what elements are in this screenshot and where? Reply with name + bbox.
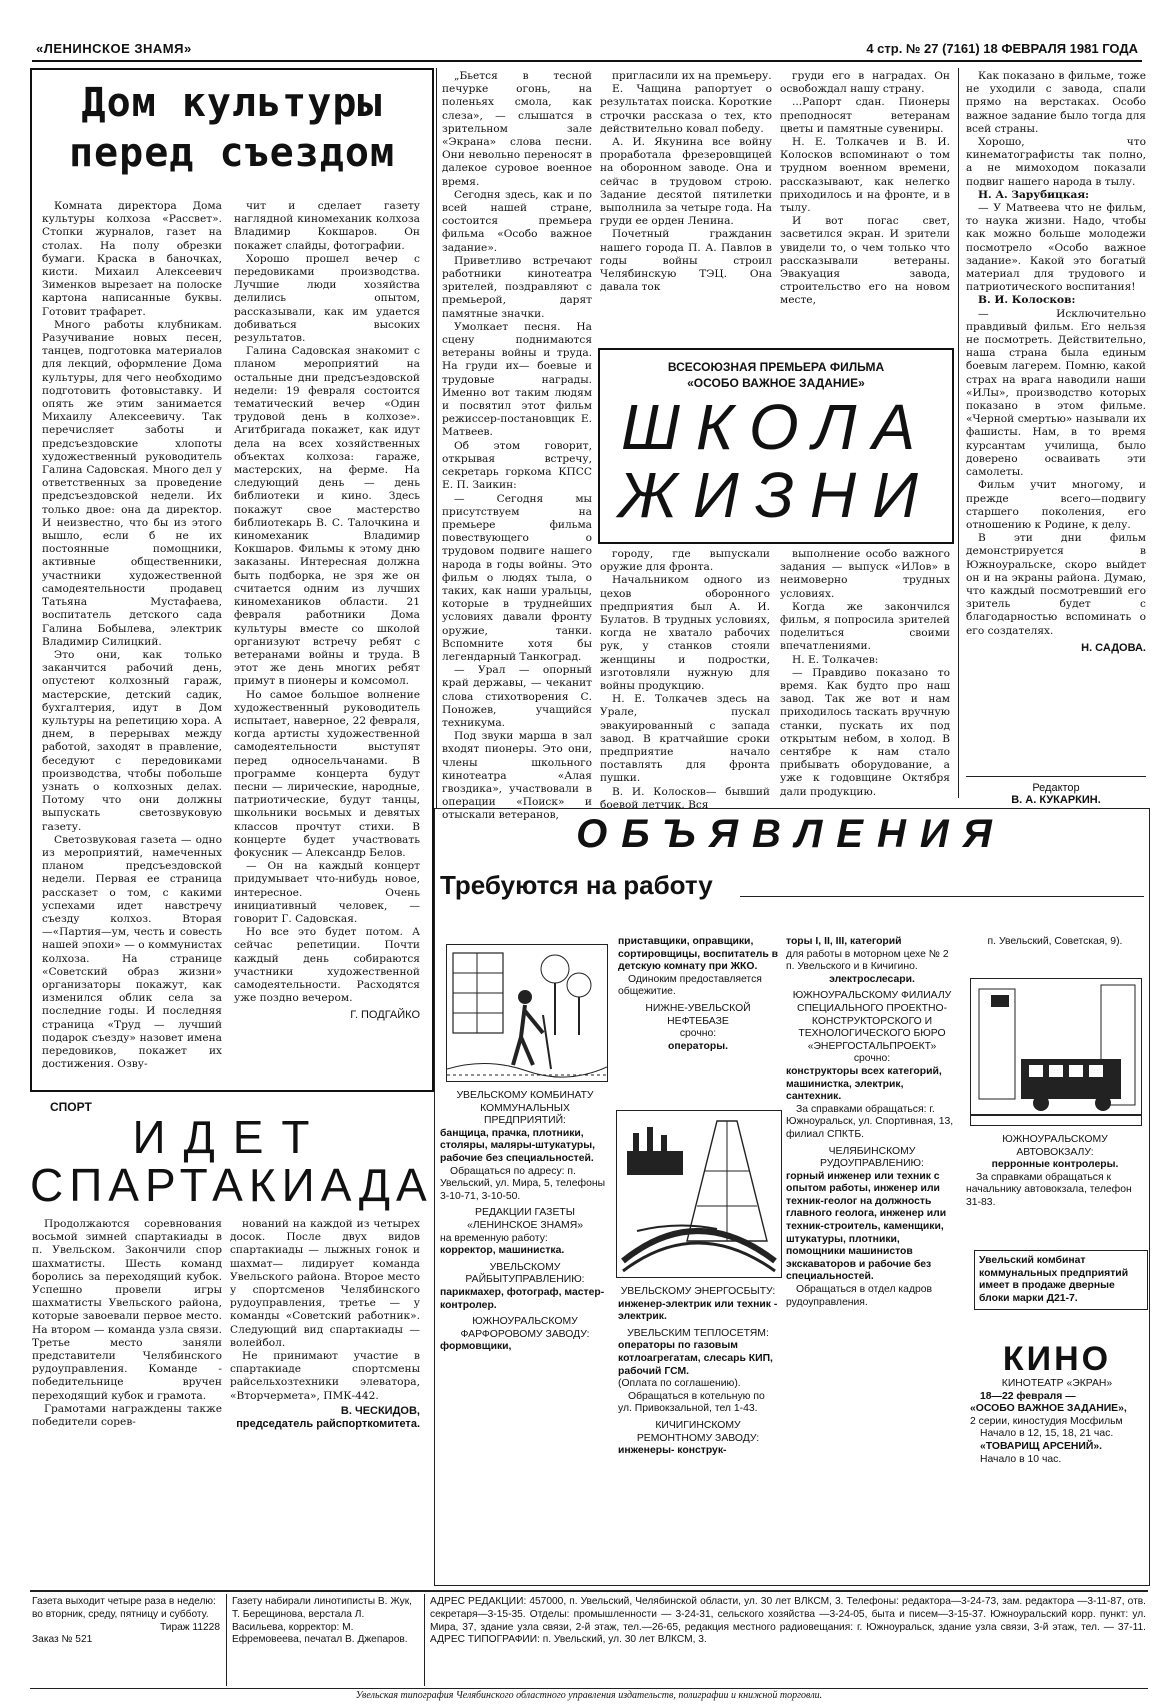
premiere-column-4	[966, 70, 1146, 655]
footer-printer: Увельская типография Челябинского областного управления издательств, полиграфии и книжной торговли.	[355, 1690, 823, 1701]
ads-column-3	[786, 936, 958, 1309]
paragraph: пригласили их на премьеру.	[612, 70, 772, 82]
paragraph: Сегодня здесь, как и по всей нашей стране, состоится премьера фильма «Особо важное задание».	[442, 188, 592, 254]
paragraph: — Правдиво показано то время. Как будто про наш завод. Так же вот и нам приходилось таскать вручную станки, пускать их под открытым небом, в холод. В сентябре к нам стало прибывать оборудование, а уже к годовщине Октября дали продукцию.	[780, 666, 950, 798]
cinema-title: КИНО	[1002, 1340, 1112, 1378]
paragraph: Е. Чащина рапортует о результатах поиска. Короткие строчки рассказа о тех, кто действительно ковал победу.	[600, 83, 772, 135]
footer-typesetters: Газету набирали линотиписты В. Жук, Т. Берещинова, верстала Л. Васильева, корректор: М. Ефремовеева, печатал В. Джепаров.	[232, 1596, 413, 1646]
ad-vacancies: формовщики,	[440, 1341, 512, 1353]
column-rule	[436, 68, 437, 808]
paragraph: Галина Садовская знакомит с планом мероприятий на остальные дни предсъездовской недели: 19 февраля состоится тематический вечер «Один трудовой день в колхозе». Агитбригада покажет, как идут дела на всех хозяйственных объектах колхоза: гараже, мастерских, на ферме. На следующий день — день библиотеки и кино. Здесь покажут свое мастерство библиотекарь В. С. Талочкина и киномеханик Владимир Кокшаров. Фильмы к этому дню заказаны. Интересная должна быть подборка, не зря же он считается одним из лучших киномехаников области. 21 февраля работники Дома культуры вместе со школой организуют встречу ребят с ветеранами войны и труда. В этот же день многих ребят примут в пионеры и комсомол.	[234, 345, 420, 688]
ad-employer: ЮЖНОУРАЛЬСКОМУ ФИЛИАЛУ СПЕЦИАЛЬНОГО ПРОЕКТНО-КОНСТРУКТОРСКОГО И ТЕХНОЛОГИЧЕСКОГО БЮРО «ЭНЕРГОСТАЛЬПРОЕКТ»	[792, 990, 952, 1052]
illustration-worker	[446, 944, 608, 1082]
ad-note: срочно:	[853, 1053, 891, 1065]
speaker-name: Н. А. Зарубицкая:	[978, 188, 1090, 201]
paragraph: Умолкает песня. На сцену поднимаются ветераны войны и труда. На груди их— боевые и трудовые награды. Именно вот таким людям и посвятил этот фильм режиссер-постановщик Е. Матвеев.	[442, 320, 592, 439]
article-culture-house	[30, 68, 434, 1092]
ad-vacancies: операторы.	[668, 1040, 728, 1052]
sport-author-role: председатель райспорткомитета.	[236, 1418, 420, 1431]
paragraph: Много работы клубникам. Разучивание новых песен, танцев, подготовка материалов для лекций, оформление Дома культуры, для чего необходимо подготовить фотовыставку. И опять же этим занимается Михаилу Алексеевичу. Так перечисляет заботы и предсъездовские хлопоты художественный руководитель Галина Садовская. Много дел у ответственных за проведение предсъездовской недели. Их только двое: она да директор. И неизвестно, что бы из этого вышло, если б не их постоянные помощники, активные общественники, участники художественной самодеятельности продавец Татьяна Мустафаева, воспитатель детского сада Галина Бобылева, электрик Владимир Силицкий.	[42, 318, 222, 648]
article-column-1	[42, 200, 222, 1071]
ad-note: (Оплата по соглашению).	[618, 1378, 741, 1390]
paragraph: Приветливо встречают работники кинотеатра зрителей, поздравляют с премьерой, дарят памятные значки.	[442, 254, 592, 320]
paragraph: — Урал — опорный край державы, — чеканит слова стихотворения С. Поножев, учащийся техникума.	[442, 664, 592, 729]
footer-tirazh: Тираж 11228	[159, 1621, 220, 1633]
ads-column-4	[966, 936, 1144, 949]
cinema-block	[970, 1340, 1144, 1466]
paragraph: Н. Е. Толкачев и В. И. Колосков вспоминают о том трудном военном времени, рассказывают, как нелегко приходилось и на фронте, и в тылу.	[780, 136, 950, 215]
ad-vacancies: конструкторы всех категорий, машинистка, электрик, сантехник.	[786, 1065, 942, 1103]
editor-name: В. А. КУКАРКИН.	[1011, 794, 1101, 806]
cinema-theatre: КИНОТЕАТР «ЭКРАН»	[1001, 1378, 1113, 1389]
paragraph: Фильм учит многому, и прежде всего—подвигу старшего поколения, его отношению к Родине, к делу.	[966, 479, 1146, 531]
premiere-kicker: ВСЕСОЮЗНАЯ ПРЕМЬЕРА ФИЛЬМА	[667, 360, 885, 374]
worker-drawing-icon	[447, 945, 607, 1081]
paragraph: И вот погас свет, засветился экран. И зрители увидели то, о чем только что рассказывали ветераны. Эвакуация завода, строительство его на новом месте,	[780, 215, 950, 307]
sport-rubric: СПОРТ	[50, 1100, 92, 1114]
premiere-film-name: «ОСОБО ВАЖНОЕ ЗАДАНИЕ»	[687, 376, 865, 390]
footer-address: АДРЕС РЕДАКЦИИ: 457000, п. Увельский, Челябинской области, ул. 30 лет ВЛКСМ, 3. Телефоны: редактора—3-24-73, зам. редактора —3-11-87, отв. секретаря—3-15-35. Отделы: промышленности — 3-24-31, сельского хозяйства —3-24-05, быта и писем—3-15-37. Южноуральский корр. пункт: ул. Мира, 37, здание узла связи, 2-й этаж, тел.—26-65, редакция местного радиовещания: г. Южноуральск, здание узла связи, 3-й этаж, тел. — 37-11. АДРЕС ТИПОГРАФИИ: п. Увельский, ул. 30 лет ВЛКСМ, 3.	[430, 1596, 1146, 1646]
ad-note: срочно:	[679, 1028, 717, 1040]
paragraph: груди его в наградах. Он освобождал нашу страну.	[780, 70, 950, 96]
footer-schedule: Газета выходит четыре раза в неделю: во вторник, среду, пятницу и субботу.	[32, 1596, 216, 1620]
paragraph: городу, где выпускали оружие для фронта.	[600, 548, 770, 574]
premiere-headline-box	[598, 348, 954, 544]
ad-employer: УВЕЛЬСКОМУ ЭНЕРГОСБЫТУ:	[620, 1286, 776, 1297]
sport-column-2	[230, 1218, 420, 1431]
footer-rule	[30, 1590, 1148, 1592]
paragraph: Продолжаются соревнования восьмой зимней спартакиады в п. Увельском. Закончили спор шахматисты. Шесть команд боролись за переходящий кубок. Успешно провели игры шахматисты Увельского района, которые завоевали первое место. На втором — команда узла связи. Третье место заняли представители Челябинского рудоуправления. Команде - победительнице вручен переходящий кубок и грамота.	[32, 1218, 222, 1402]
premiere-column-2	[600, 70, 772, 340]
illustration-factory	[616, 1110, 782, 1278]
ad-employer: ЧЕЛЯБИНСКОМУ РУДОУПРАВЛЕНИЮ:	[820, 1145, 924, 1170]
bus-drawing-icon	[971, 979, 1141, 1125]
premiere-continuation-2	[780, 548, 950, 799]
paragraph: — Он на каждый концерт придумывает что-нибудь новое, интересное. Очень инициативный человек, — говорит Г. Садовская.	[234, 860, 420, 925]
paragraph: Н. Е. Толкачев:	[792, 653, 879, 666]
paragraph: Но все это будет потом. А сейчас репетиции. Почти каждый день собираются участники художественной самодеятельности. Расходятся уже поздно вечером.	[234, 926, 420, 1005]
ad-contact: п. Увельский, Советская, 9).	[987, 936, 1123, 947]
paragraph: Под звуки марша в зал входят пионеры. Это они, члены школьного кинотеатра «Алая гвоздика», участвовали в операции «Поиск» и отыскали ветеранов,	[442, 730, 592, 822]
article-author: Г. ПОДГАЙКО	[350, 1009, 420, 1022]
ads-column-2b	[618, 1282, 778, 1458]
ad-employer: УВЕЛЬСКИМ ТЕПЛОСЕТЯМ:	[627, 1327, 769, 1339]
premiere-column-1	[442, 70, 592, 823]
ad-vacancies: электрослесари.	[829, 973, 915, 985]
sport-column-1	[32, 1218, 222, 1429]
ad-note: на временную работу:	[440, 1232, 548, 1244]
column-rule	[424, 1594, 425, 1686]
issue-line: 4 стр. № 27 (7161) 18 ФЕВРАЛЯ 1981 ГОДА	[866, 41, 1138, 56]
premiere-author: Н. САДОВА.	[1081, 641, 1146, 654]
column-rule	[958, 68, 959, 798]
footer-order: Заказ № 521	[32, 1634, 93, 1646]
ad-note: Одиноким предоставляется общежитие.	[618, 973, 762, 998]
ad-contact: За справками обращаться к начальнику автовокзала, телефон 31-83.	[966, 1171, 1132, 1208]
paragraph: Не принимают участие в спартакиаде спортсмены райсельхозтехники элеватора, «Вторчермета», ПМК-442.	[230, 1350, 420, 1402]
ads-column-4b	[966, 1130, 1144, 1210]
ad-employer: УВЕЛЬСКОМУ КОМБИНАТУ КОММУНАЛЬНЫХ ПРЕДПРИЯТИЙ:	[456, 1090, 594, 1127]
ad-vacancies: торы I, II, III, категорий	[786, 936, 902, 947]
sport-title-line1: ИДЕТ	[132, 1111, 328, 1163]
ad-vacancies: операторы по газовым котлоагрегатам, слесарь КИП, рабочий ГСМ.	[618, 1340, 773, 1377]
article-column-2	[234, 200, 420, 1023]
headline-life: ЖИЗНИ	[618, 459, 934, 531]
column-rule	[226, 1594, 227, 1686]
ad-contact: За справками обращаться: г. Южноуральск, ул. Спортивная, 13, филиал СПКТБ.	[786, 1103, 954, 1140]
ad-employer: НИЖНЕ-УВЕЛЬСКОЙ НЕФТЕБАЗЕ	[645, 1002, 751, 1027]
ad-vacancies: парикмахер, фотограф, мастер-контролер.	[440, 1286, 605, 1311]
paragraph: Хорошо, что кинематографисты так полно, а не мимоходом показали подвиг нашего народа в тылу.	[966, 136, 1146, 188]
paragraph: Хорошо прошел вечер с передовиками производства. Лучшие люди хозяйства делились опытом, рассказывали, как им удается добиваться высоких результатов.	[234, 252, 420, 345]
paragraph: ...Рапорт сдан. Пионеры преподносят ветеранам цветы и памятные сувениры.	[780, 96, 950, 135]
ad-contact: Обращаться по адресу: п. Увельский, ул. Мира, 5, телефоны 3-10-71, 3-10-50.	[440, 1165, 606, 1202]
ad-vacancies: корректор, машинистка.	[440, 1245, 565, 1257]
ad-employer: КИЧИГИНСКОМУ РЕМОНТНОМУ ЗАВОДУ:	[636, 1419, 760, 1444]
cinema-times: Начало в 10 час.	[980, 1453, 1062, 1465]
paragraph: В. И. Колосков— бывший боевой летчик. Вся	[600, 785, 770, 811]
paragraph: Но самое большое волнение художественный руководитель испытает, наверное, 22 февраля, когда артисты художественной самодеятельности выступят перед односельчанами. В программе концерта будут песни — лирические, народные, патриотические, будут танцы, школьники восьмых и девятых классов прочтут стихи. В концерте будет участвовать фокусник — Александр Белов.	[234, 688, 420, 859]
paragraph: Когда же закончился фильм, я попросила зрителей поделиться своими впечатлениями.	[780, 600, 950, 653]
paragraph: „Бьется в тесной печурке огонь, на поленьях смола, как слеза», — слышатся в зрительном зале «Экрана» слова песни. Они невольно переносят в далекое суровое военное время.	[442, 70, 592, 188]
headline-school: ШКОЛА	[620, 391, 932, 463]
paragraph: — Сегодня мы присутствуем на премьере фильма повествующего о трудовом подвиге нашего народа в годы войны. Это фильм о людях тыла, о таких, как наши уральцы, которые в труднейших условиях давали фронту оружие, танки. Вспомните хотя бы легендарный Танкоград.	[442, 492, 592, 663]
article-title-line2: перед съездом	[68, 130, 396, 176]
cinema-film: «ОСОБО ВАЖНОЕ ЗАДАНИЕ»,	[970, 1403, 1127, 1415]
ad-vacancies: инженер-электрик или техник - электрик.	[618, 1298, 778, 1323]
cinema-times: Начало в 12, 15, 18, 21 час.	[980, 1428, 1114, 1440]
premiere-column-3	[780, 70, 950, 340]
ad-vacancies: горный инженер или техник с опытом работы, инженер или техник-геолог на должность главного геолога, инженер или техник-строитель, каменщики, штукатуры, плотники, помощники машинистов экскаваторов и рабочие без специальностей.	[786, 1170, 947, 1283]
paragraph: В эти дни фильм демонстрируется в Южноуральске, скоро выйдет он и на экраны района. Думаю, что каждый посмотревший его зритель будет с благодарностью вспоминать о его создателях.	[966, 532, 1146, 637]
paragraph: выполнение особо важного задания — выпуск «ИЛов» в неимоверно трудных условиях.	[780, 548, 950, 600]
ads-column-1	[440, 1086, 610, 1354]
paragraph: Об этом говорит, открывая встречу, секретарь горкома КПСС Е. П. Заикин:	[442, 439, 592, 492]
ad-note: для работы в моторном цехе № 2 п. Увельского и в Кичигино.	[786, 948, 949, 973]
cinema-info: 2 серии, киностудия Мосфильм	[970, 1415, 1123, 1427]
ad-contact: Обращаться в отдел кадров рудоуправления.	[786, 1284, 933, 1308]
sport-author: В. ЧЕСКИДОВ,	[340, 1404, 420, 1417]
masthead	[32, 38, 1142, 62]
sale-notice	[974, 1250, 1148, 1310]
ad-employer: ЮЖНОУРАЛЬСКОМУ АВТОВОКЗАЛУ:	[1002, 1134, 1108, 1158]
sport-title-line2: СПАРТАКИАДА	[30, 1159, 433, 1211]
ad-employer: РЕДАКЦИИ ГАЗЕТЫ «ЛЕНИНСКОЕ ЗНАМЯ»	[467, 1207, 583, 1231]
paragraph: Грамотами награждены также победители сорев-	[32, 1402, 222, 1429]
article-title-line1: Дом культуры	[81, 80, 383, 126]
divider	[966, 776, 1146, 777]
paragraph: чит и сделает газету наглядной киномеханик колхоза Владимир Кокшаров. Он покажет слайды, фотографии.	[234, 200, 420, 252]
ad-vacancies: перронные контролеры.	[991, 1159, 1119, 1171]
ad-contact: Обращаться в котельную по ул. Привокзальной, тел 1-43.	[618, 1390, 765, 1415]
factory-drawing-icon	[617, 1111, 781, 1277]
paragraph: А. И. Якунина все войну проработала фрезеровщицей на оборонном заводе. Она и сейчас в трудовом строю. Задание десятой пятилетки выполнила за четыре года. На груди ее орден Ленина.	[600, 136, 772, 228]
illustration-bus	[970, 978, 1142, 1126]
cinema-film: «ТОВАРИЩ АРСЕНИЙ».	[980, 1440, 1103, 1452]
paragraph: Светозвуковая газета — одно из мероприятий, намеченных планом предсъездовской недели. Первая ее страница рассказет о том, с какими успехами идет навстречу съезду колхоз. Вторая —«Партия—ум, честь и совесть нашей эпохи» — о коммунистах колхоза. На странице «Советский образ жизни» организаторы покажут, как изменился облик села за последние годы. И последняя страница «Труд — лучший подарок съезду» назовет имена передовиков, покажет их достижения. Озву-	[42, 833, 222, 1071]
paragraph: Почетный гражданин нашего города П. А. Павлов в годы войны строил Челябинскую ТЭЦ. Она давала ток	[600, 228, 772, 294]
editor-label: Редактор	[1032, 782, 1080, 794]
premiere-continuation-1	[600, 548, 770, 812]
sale-text: Увельский комбинат коммунальных предприятий имеет в продаже дверные блоки марки Д21-7.	[979, 1255, 1129, 1304]
editor-block	[966, 782, 1146, 806]
paragraph: — Исключительно правдивый фильм. Его нельзя не посмотреть. Действительно, наша страна была единым боевым лагерем. Помню, какой страх на врага наводили наши «ИЛы», производство которых показано в этом фильме. «Черной смертью» называли их фашисты. Нам, в то время курсантам училища, было доверено осваивать эти самолеты.	[966, 307, 1146, 479]
paragraph: Как показано в фильме, тоже не уходили с завода, спали прямо на верстаках. Особо важное задание было тогда для всей страны.	[966, 70, 1146, 135]
ads-column-2	[618, 936, 778, 1053]
ad-vacancies: приставщики, оправщики, сортировщицы, воспитатель в детскую комнату при ЖКО.	[618, 936, 778, 973]
paragraph: Комната директора Дома культуры колхоза «Рассвет». Стопки журналов, газет на столах. На полу обрезки бумаги. Краска в баночках, кисти. Михаил Алексеевич Зименков вырезает на полоске картона написанные буквы. Готовит трафарет.	[42, 200, 222, 318]
ads-banner: ОБЪЯВЛЕНИЯ	[576, 812, 1006, 856]
ad-employer: ЮЖНОУРАЛЬСКОМУ ФАРФОРОВОМУ ЗАВОДУ:	[460, 1316, 590, 1340]
ad-employer: УВЕЛЬСКОМУ РАЙБЫТУПРАВЛЕНИЮ:	[465, 1261, 585, 1286]
speaker-name: В. И. Колосков:	[978, 294, 1076, 307]
ads-subhead: Требуются на работу	[440, 870, 713, 900]
paragraph: Это они, как только заканчится рабочий день, опустеют колхозный гараж, мастерские, детский садик, бухгалтерия, идут в Дом культуры на репетицию хора. А днем, в перерывах между работой, заходят в правление, беседуют с передовиками производства, чтобы побольше узнать о колхозных делах. Потому что они должны выпускать светозвуковую газету.	[42, 648, 222, 833]
paragraph: Начальником одного из цехов оборонного предприятия был А. И. Булатов. В трудных условиях, когда не хватало рабочих рук, у станков стояли женщины и подростки, изготовляли нужную для войны продукцию.	[600, 574, 770, 693]
footer-rule	[30, 1688, 1148, 1689]
divider	[740, 896, 1144, 897]
ad-vacancies: инженеры- конструк-	[618, 1445, 727, 1457]
paragraph: нований на каждой из четырех досок. После двух видов спартакиады — лыжных гонок и шахмат— лидирует команда Увельского района. Второе место у спортсменов Челябинского рудоуправления, третье — у команды «Советский работник». Следующий вид спартакиады — волейбол.	[230, 1218, 420, 1349]
footer-schedule-block	[32, 1596, 220, 1647]
paragraph: Н. Е. Толкачев здесь на Урале, пускал эвакуированный с запада завод. В кратчайшие сроки предприятие начало поставлять для фронта пушки.	[600, 693, 770, 785]
paragraph: — У Матвеева что не фильм, то наука жизни. Надо, чтобы как можно больше молодежи посмотрело «Особо важное задание». Какой это богатый материал для трудового и патриотического воспитания!	[966, 202, 1146, 294]
ad-vacancies: банщица, прачка, плотники, столяры, маляры-штукатуры, рабочие без специальностей.	[440, 1127, 596, 1164]
cinema-dates: 18—22 февраля —	[980, 1390, 1076, 1402]
newspaper-name: «ЛЕНИНСКОЕ ЗНАМЯ»	[36, 41, 192, 56]
